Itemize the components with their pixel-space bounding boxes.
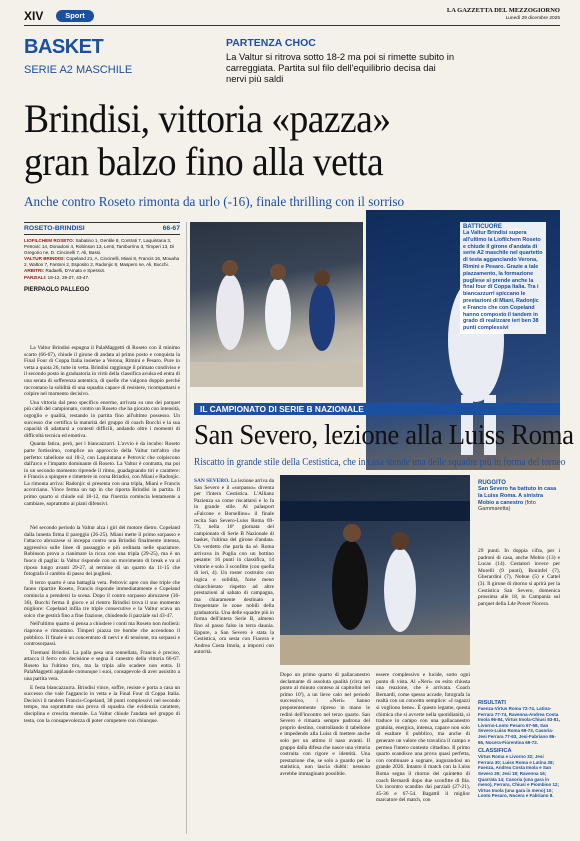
second-body-col1 bbox=[194, 478, 274, 833]
masthead: LA GAZZETTA DEL MEZZOGIORNO bbox=[446, 7, 560, 14]
dateline: SAN SEVERO. bbox=[194, 478, 230, 484]
header-rule bbox=[24, 25, 560, 26]
photo3-caption bbox=[478, 480, 560, 513]
main-body-col1 bbox=[24, 345, 180, 523]
tabellino-text: 18-12, 29-27, 43-47. bbox=[47, 274, 90, 280]
kicker-text: La Valtur si ritrova sotto 18-2 ma poi si rimette subito in carreggiata. Partita sul filo dell'equilibrio decisa dai nervi più saldi bbox=[226, 51, 455, 85]
tabellino bbox=[24, 238, 180, 281]
section-subtitle: SERIE A2 MASCHILE bbox=[24, 64, 133, 76]
scorebox bbox=[24, 222, 180, 293]
second-body-col2 bbox=[280, 672, 370, 832]
tabellino-label: PARZIALI: bbox=[24, 274, 47, 280]
page-header bbox=[0, 0, 580, 26]
paragraph: Il terzo quarto è una battaglia vera. Petrovic apre con due triple che fanno ripartire Roseto, Francis risponde immediatamente e Copeland comincia a prendersi la scena. Dopo il contro sorpasso abruzzese (36-36), Bucchi ferma il gioco e al rientro Brindisi trova il suo momento migliore: Copeland infila tre triple consecutive e la Valtur scava un solco che gestirà fino a fine frazione, chiudendo il parziale sul 43-47. bbox=[24, 579, 180, 619]
paragraph: Quanta fatica, però, per i biancazzurri. L'avvio è da incubo: Roseto parte fortissimo, complice un approccio della Valtur tutt'altro che perfetto: tabellone sul 18-2, con Laquintana e Petrovic che colpiscono dall'arco e l'impatto dominante di Roseto. La Valtur è contratta, ma poi in un secondo momento riprende il ritmo, guadagnando tiri e carattere: è Francis a spingere e rimettere in corsa Brindisi, con Miani e Radonjic. La rimonta arriva: Radonjic si presenta con una tripla, Miani e Francis accorciano. Vince ferma un tap in che riporta Brindisi in partita. Il primo quarto si chiude sul 18-12, ma l'inerzia comincia lentamente a cambiare, soprattutto ai piani difensivi. bbox=[24, 441, 180, 507]
section-bar-label: IL CAMPIONATO DI SERIE B NAZIONALE bbox=[200, 404, 364, 414]
photo-san-severo-action bbox=[280, 475, 470, 665]
second-story-section-bar bbox=[194, 403, 560, 415]
paragraph: Nel secondo periodo la Valtur alza i giri del motore dietro. Copeland dalla lunetta firma il pareggio (26-25). Miani mette il primo sorpasso e l'attacco abruzzese si inceppa contro una Brindisi finalmente intensa, aggressiva sulle linee di passaggio e più ordinata nelle spaziature. Robinson prova a rianimare la ricca con una tripla (29-25), ma è un fuoco di paglia: la Valtur risponde con un movimento di break e va al riposo lungo avanti 29-27, al termine di un quarto da 11-15 che fotografa il cambio di passo dei pugliesi. bbox=[24, 525, 180, 578]
sport-badge-label: Sport bbox=[65, 11, 85, 20]
second-body-text-4: 29 punti. In doppia cifra, per i padroni di casa, anche Mobio (13) e Lucas (14). Cestatori invece per Morelli (9 punti), Boninfel (7), Gherardini (7), Nobue (5) e Cattel (3). Il girone di ritorno si aprirà per la Cestistica San Severo, domenica prossima alle 18, in Campania sul parquet della Lde Power Nocera. bbox=[478, 548, 560, 607]
paragraph: Una vittoria dal peso specifico enorme, arrivata su uno dei parquet più caldi del campionato, contro un Roseto che ha giocato con intensità, orgoglio e qualità, restando in partita fino all'ultimo possesso. Un successo che certifica la maturità del gruppo di coach Bucchi e la sua capacità di adattarsi a contesti difficili, andando oltre i momenti di difficoltà tecnica ed emotiva. bbox=[24, 399, 180, 439]
tabellino-row bbox=[24, 238, 180, 256]
tabellino-label: VALTUR BRINDISI: bbox=[24, 256, 65, 262]
paragraph: E festa biancazzurra. Brindisi vince, soffre, resiste e porta a casa un successo che vale l'aggancio in vetta e la Final Four di Coppa Italia. Decisivi il tandem Francis-Copeland, 38 punti complessivi nel secondo tempo, ma soprattutto una prova di squadra che evidenzia carattere, disciplina e crescita mentale. La Valtur chiude l'andata nel gruppo di testa, con la consapevolezza di poter competere con chiunque. bbox=[24, 684, 180, 724]
results-text: Faenza-Virtus Roma 72-74, Latina-Ferrara 77-74, Ravenna-Andrea Costa Imola 96-84, Virtus Imola-Chiusi 83-81, Livorno-Lonto Pesaro 67-58, San Severo-Luiss Roma 69-73, Casoria-Jesi Ferrara 77-63, Jesi-Fabriano 86-65, Nocera-Fiorentina 69-72. bbox=[478, 706, 560, 745]
page-number: XIV bbox=[24, 9, 44, 23]
second-body-col3 bbox=[376, 672, 470, 832]
paragraph: La Valtur Brindisi espugna il PalaMaggetti di Roseto con il minimo scarto (66-67), chiude il girone di andata al primo posto e conquista la Final Four di Coppa Italia insieme a Verona, Rimini e Pesaro. Pure in vetta a quota 26, tutte in vetta. Brindisi raggiunge il primato condiviso e il secondo posto in graduatoria in virtù della classifica avulsa ed entra di una serata di sofferenza autentica, di quelle che valgono doppio perché raccontano la solidità di una squadra capace di resistere, ricompattarsi e colpire nel momento decisivo. bbox=[24, 345, 180, 398]
main-body-col1b bbox=[24, 525, 180, 835]
second-subheadline: Riscatto in grande stile della Cestistica, che in casa stende una delle squadre più in forma del torneo bbox=[194, 457, 566, 468]
tabellino-label: ARBITRI: bbox=[24, 268, 45, 274]
standings-text: Virtus Roma e Livorno 32; Jesi Ferrara 30; Luiss Roma e Latina 28; Faenza, Andrea Costa Imola e San Severo 26; Jesi 18; Ravenna 16; Quarrata 14; Casoria (una gara in meno), Ferrara, Chiusi e Piombino 12; Virtus Imola (una gara in meno) 10; Lonto Pesaro, Nocera e Fabriano 8. bbox=[478, 754, 560, 799]
scorebox-teams: ROSETO-BRINDISI bbox=[24, 225, 85, 232]
tabellino-row bbox=[24, 256, 180, 268]
photo3-caption-text bbox=[478, 486, 560, 513]
main-headline-line1: Brindisi, vittoria «pazza» bbox=[24, 96, 391, 141]
standings-title: CLASSIFICA bbox=[478, 748, 512, 755]
column-divider bbox=[186, 222, 187, 834]
sport-badge bbox=[56, 10, 94, 22]
photo3-credit: (foto Gammaretta) bbox=[478, 499, 536, 513]
results-box bbox=[478, 700, 560, 799]
second-headline: San Severo, lezione alla Luiss Roma bbox=[194, 420, 574, 451]
second-body-text-2: Dopo un primo quarto di pallacanestro declamante di assoluta qualità (circa un punto al minuto conteso ai capitolini nel primo 10'), a un lieve calo nel periodo successivo, i «Neri» hanno prepotentemente ripreso in mano le redini dell'incontro nel terzo quarto. San Severo è rimasta sempre padrona del proprio destino, controllando il tabellone e impedendo alla Luiss di mettere anche solo per un attimo il naso avanti. Il gruppo dalla difesa che nasce una vittoria costruita con rigore e identità. Una prestazione che, se solo a guardo per la statistica, non lascia dubbi: nessuno avrebbe immaginato possibile. bbox=[280, 672, 370, 777]
photo1-caption-title: BATTICUORE bbox=[463, 224, 502, 230]
main-headline-line2: gran balzo fino alla vetta bbox=[24, 139, 384, 184]
second-body-col4 bbox=[478, 548, 560, 607]
paragraph: Nell'ultimo quarto si pensa a chiudere i conti ma Roseto non mollerà: riaprono e rimontano. Timperi piazza tre bombe che accendono il pubblico. Il finale è un concentrato di nervi e di tensione, tra sorpassi e controsorpassi. bbox=[24, 621, 180, 648]
tabellino-text: Copeland 21, A. Cincinelli, Miani 8, Francis 16, Mouaha 2, Walton 7, Fantoni 2, Esposito 2, Radonjic 8, Maspero ne, Ali, Bucchi. bbox=[24, 256, 180, 268]
tabellino-text: Sabatino 1, Gentile 8, Contrati 7, Laquintana 3, Petrovic 14, Donadoni 4, Robinson 13, Lenti, Tamburrino 3, Timperi 13, Di Gregorio ne, D. Cincinelli 7, Ali, Bassi. bbox=[24, 238, 175, 256]
scorebox-score: 66-67 bbox=[162, 225, 180, 232]
tabellino-text: Radaelli, D'Amato e Spessot. bbox=[45, 268, 106, 274]
tabellino-row bbox=[24, 275, 180, 281]
scorebox-header bbox=[24, 222, 180, 235]
second-body-text-1: La lezione arriva da San Severo e il «sorpasso» diventa per l'intera Cestistica. L'Allianz Pazienza sa come riscattarsi e lo fa in grande stile. Al palasport «Falcone e Borsellino» il finale recita San Severo-Luiss Roma 69-73, nella 16ª giornata del campionato di Serie B Nazionale di basket, l'ultima del girone d'andata. Un verdetto che parla da sé. Roma arrivava in Puglia con un bottino pesante: 16 punti in classifica, 14 vittorie e solo 3 sconfitte (con quella di ieri, 4). Un roster costruito con logica e solidità, forse meno chiacchierato rispetto ad altre prestazioni al sabato di campagna, ma chiaramente destinato a frequentare le zone nobili della graduatoria. Una delle squadre più in forma dell'intera Serie B, almeno fino al passo falso in terra daunia. Eppure, a San Severo è stata la Cestistica, ora sesta con Fiacera e Andrea Costa Imola, a imporsi con autorità. bbox=[194, 478, 274, 656]
photo3-caption-body: San Severo ha battuto in casa la Luiss Roma. A sinistra Mobio a canestro bbox=[478, 486, 557, 506]
section-title: BASKET bbox=[24, 36, 104, 58]
players-illustration bbox=[190, 222, 363, 387]
photo1-caption-text: La Valtur Brindisi supera all'ultimo la Liofilchem Roseto e chiude il girone d'andata di serie A2 maschile nel quartetto di testa agganciando Verona, Rimini e Pesaro. Grazie a tale piazzamento, la formazione pugliese si prende anche la final four di Coppa Italia. Tra i biancazzurri spiccano le prestazioni di Miani, Radonjic e Francis che con Copeland hanno composto il tandem in grado di realizzare ieri ben 38 punti complessivi bbox=[463, 230, 543, 332]
second-body-text-3: essere complessivo e lucide, sotto ogni punto di vista. Al «Neri» on esito chiusta una reazione, che è arrivata. Coach Bernardi, come spesso accade, fotografa la realtà con un concetto semplice: «I ragazzi si vogliono bene». È questo legame, questa chimica che si avverte nella quotidianità, si traduce in campo con una pallacanestro gratuita, energica, intensa, capace non solo di esaltare il pubblico, ma anche di generare un valore che travalica il campo e permea l'intero contesto cittadino. Il primo quarto scandisce una prova quasi perfetta, con continuare a sognare, augurandosi un grande 2026. Intanto il match con la Luiss Roma segna il ritorno dei quintetto di coach Bernardi dopo due sconfitte di fila. Un incontro scandito dai parziali (27-21), 45-36 e 67-54. Bagattil il miglior marcatore del match, con bbox=[376, 672, 470, 804]
paragraph: Tiremani Brindisi. La palla pesa una tonnellata, Francis è preciso, attacca il ferro con decisione e segna il canestro della vittoria 66-67. Roseto ha l'ultimo tiro, ma la tripla allo scadere non entra. Il PalaMaggetti applaude comunque i suoi, consapevole di aver assistito a una partita vera. bbox=[24, 649, 180, 683]
page-date: Lunedì 29 dicembre 2025 bbox=[505, 16, 560, 21]
photo3-caption-title: RUGGITO bbox=[478, 480, 506, 486]
players-illustration bbox=[280, 475, 470, 665]
photo-brindisi-celebration bbox=[190, 222, 363, 387]
tabellino-label: LIOFILCHEM ROSETO: bbox=[24, 238, 75, 243]
author-byline: PIERPAOLO PALLEGO bbox=[24, 286, 90, 293]
main-subheadline: Anche contro Roseto rimonta da urlo (-16), finale thrilling con il sorriso bbox=[24, 194, 405, 209]
photo1-caption bbox=[460, 222, 546, 334]
results-title: RISULTATI bbox=[478, 700, 506, 706]
kicker-title: PARTENZA CHOC bbox=[226, 37, 316, 49]
